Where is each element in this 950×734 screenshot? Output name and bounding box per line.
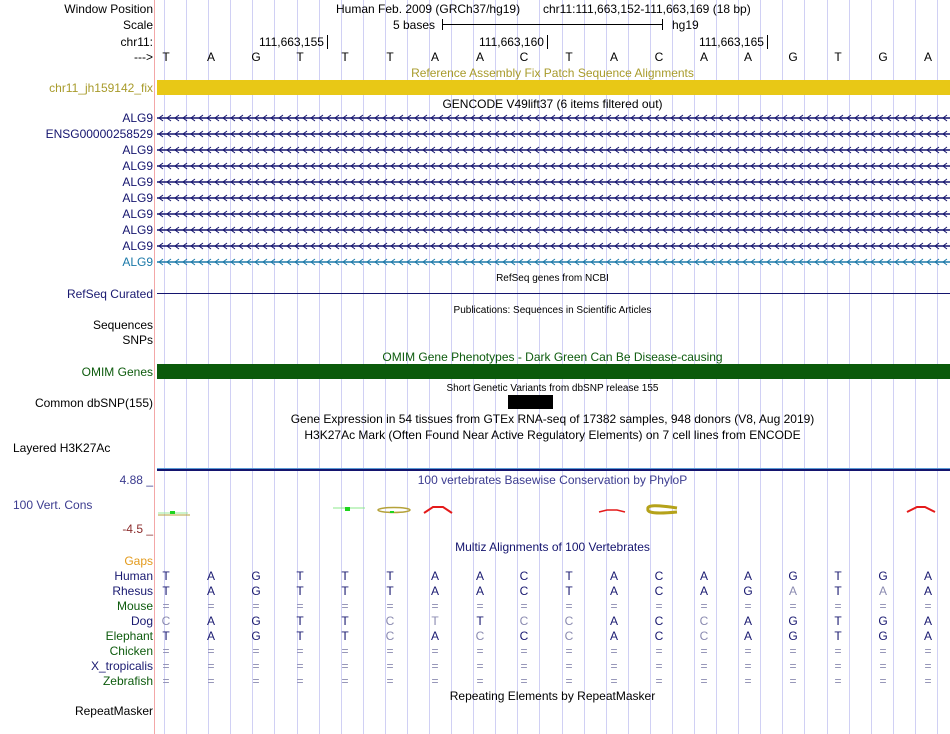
alignment-base: =	[655, 644, 663, 658]
alignment-base: A	[475, 569, 484, 583]
alignment-base: T	[834, 584, 842, 598]
sequence-base: A	[475, 50, 484, 64]
alignment-base: =	[924, 674, 932, 688]
alignment-base: T	[296, 629, 304, 643]
fix-patch-track-title[interactable]: Reference Assembly Fix Patch Sequence Alignments	[411, 66, 694, 80]
alignment-base: T	[476, 614, 484, 628]
alignment-base: T	[431, 614, 439, 628]
alignment-base: =	[386, 599, 394, 613]
alignment-base: =	[476, 674, 484, 688]
alignment-base: =	[386, 674, 394, 688]
alignment-base: A	[743, 614, 752, 628]
alignment-base: =	[252, 674, 260, 688]
scale-bar	[442, 17, 663, 31]
alignment-base: =	[744, 659, 752, 673]
phylop-track-title[interactable]: 100 vertebrates Basewise Conservation by PhyloP	[417, 473, 688, 487]
alignment-base: A	[699, 584, 708, 598]
h3k27ac-track-title[interactable]: H3K27Ac Mark (Often Found Near Active Regulatory Elements) on 7 cell lines from ENCODE	[304, 428, 801, 442]
sequence-base: A	[743, 50, 752, 64]
gencode-track-title[interactable]: GENCODE V49lift37 (6 items filtered out)	[442, 97, 663, 111]
phylop-max: 4.88 _	[119, 473, 153, 487]
refseq-label[interactable]: RefSeq Curated	[66, 287, 153, 301]
phylop-mark	[170, 511, 175, 514]
omim-label[interactable]: OMIM Genes	[81, 365, 153, 379]
sequence-base: C	[654, 50, 664, 64]
alignment-base: =	[296, 674, 304, 688]
scale-label: Scale	[122, 18, 153, 32]
alignment-base: =	[879, 599, 887, 613]
alignment-base: G	[878, 569, 888, 583]
sequence-base: T	[565, 50, 573, 64]
alignment-base: =	[610, 674, 618, 688]
alignment-base: =	[341, 644, 349, 658]
alignment-base: =	[744, 644, 752, 658]
refseq-gene-line[interactable]	[157, 293, 950, 294]
alignment-base: T	[341, 569, 349, 583]
sequence-base: A	[699, 50, 708, 64]
sequence-base: A	[923, 50, 932, 64]
alignment-base: =	[476, 644, 484, 658]
repeatmasker-track-title[interactable]: Repeating Elements by RepeatMasker	[449, 689, 656, 703]
coord-tick: 111,663,155	[259, 35, 328, 49]
alignment-base: A	[923, 584, 932, 598]
alignment-base: =	[207, 644, 215, 658]
alignment-base: G	[788, 614, 798, 628]
alignment-base: A	[430, 629, 439, 643]
alignment-base: T	[296, 614, 304, 628]
alignment-base: =	[520, 644, 528, 658]
position-readout[interactable]: chr11:111,663,152-111,663,169 (18 bp)	[543, 2, 751, 16]
phylop-mark	[599, 510, 625, 512]
alignment-base: T	[834, 614, 842, 628]
alignment-base: C	[699, 614, 709, 628]
alignment-base: =	[341, 599, 349, 613]
alignment-base: C	[519, 569, 529, 583]
alignment-base: =	[565, 659, 573, 673]
sequence-base: C	[519, 50, 529, 64]
alignment-base: =	[341, 659, 349, 673]
sequence-base: G	[878, 50, 888, 64]
alignment-base: C	[385, 629, 395, 643]
alignment-base: =	[565, 674, 573, 688]
species-label[interactable]: Zebrafish	[102, 674, 153, 688]
dbsnp-label[interactable]: Common dbSNP(155)	[34, 396, 153, 410]
alignment-base: C	[519, 629, 529, 643]
alignment-base: T	[162, 629, 170, 643]
alignment-base: C	[519, 614, 529, 628]
alignment-base: =	[386, 644, 394, 658]
publications-label-snps[interactable]: SNPs	[122, 333, 153, 347]
multiz-track-title[interactable]: Multiz Alignments of 100 Vertebrates	[455, 540, 650, 554]
alignment-base: =	[924, 659, 932, 673]
alignment-base: =	[700, 659, 708, 673]
sequence-base: T	[834, 50, 842, 64]
alignment-base: G	[788, 569, 798, 583]
alignment-base: A	[430, 569, 439, 583]
alignment-base: =	[296, 644, 304, 658]
alignment-base: =	[341, 674, 349, 688]
gencode-item-label[interactable]: ALG9	[122, 239, 153, 253]
alignment-base: =	[476, 659, 484, 673]
alignment-base: C	[385, 614, 395, 628]
alignment-base: =	[207, 659, 215, 673]
alignment-base: =	[162, 659, 170, 673]
alignment-base: =	[789, 659, 797, 673]
alignment-base: =	[520, 659, 528, 673]
alignment-base: T	[162, 569, 170, 583]
chrom-label: chr11:	[120, 35, 153, 49]
alignment-base: C	[654, 584, 664, 598]
alignment-base: G	[878, 614, 888, 628]
gencode-gene-model[interactable]	[157, 160, 950, 172]
alignment-base: =	[789, 599, 797, 613]
alignment-base: G	[251, 614, 261, 628]
strand-label: --->	[134, 50, 153, 64]
multiz-gaps-label[interactable]: Gaps	[124, 554, 153, 568]
alignment-base: =	[924, 644, 932, 658]
alignment-base: =	[296, 659, 304, 673]
alignment-base: =	[834, 674, 842, 688]
alignment-base: T	[296, 569, 304, 583]
alignment-base: =	[700, 599, 708, 613]
sequence-base: A	[430, 50, 439, 64]
alignment-base: T	[386, 569, 394, 583]
alignment-base: A	[206, 629, 215, 643]
gencode-gene-model[interactable]	[157, 240, 950, 252]
alignment-base: =	[700, 644, 708, 658]
alignment-base: =	[252, 644, 260, 658]
dbsnp-variant[interactable]	[508, 395, 553, 409]
gencode-item-label[interactable]: ALG9	[122, 111, 153, 125]
phylop-mark	[907, 507, 935, 512]
sequence-base: G	[251, 50, 261, 64]
alignment-base: =	[879, 644, 887, 658]
alignment-base: C	[564, 614, 574, 628]
alignment-base: T	[565, 584, 573, 598]
dbsnp-track-title[interactable]: Short Genetic Variants from dbSNP release 155	[446, 383, 659, 394]
gtex-track-title[interactable]: Gene Expression in 54 tissues from GTEx RNA-seq of 17382 samples, 948 donors (V8, Aug 2019)	[290, 412, 815, 426]
alignment-base: =	[207, 599, 215, 613]
sequence-base: T	[386, 50, 394, 64]
sequence-base: A	[206, 50, 215, 64]
phylop-mark	[390, 511, 394, 513]
alignment-base: =	[879, 659, 887, 673]
alignment-base: C	[654, 614, 664, 628]
alignment-base: =	[565, 644, 573, 658]
alignment-base: =	[834, 599, 842, 613]
alignment-base: =	[476, 599, 484, 613]
gencode-gene-model[interactable]	[157, 224, 950, 236]
alignment-base: C	[519, 584, 529, 598]
gencode-gene-model[interactable]	[157, 128, 950, 140]
alignment-base: T	[341, 584, 349, 598]
alignment-base: C	[475, 629, 485, 643]
alignment-base: A	[609, 584, 618, 598]
scale-text: 5 bases	[393, 18, 436, 32]
alignment-base: C	[654, 569, 664, 583]
species-label[interactable]: Chicken	[109, 644, 153, 658]
alignment-base: T	[162, 584, 170, 598]
alignment-base: A	[609, 629, 618, 643]
alignment-base: =	[431, 659, 439, 673]
alignment-base: =	[789, 674, 797, 688]
gencode-item-label[interactable]: ALG9	[122, 255, 153, 269]
phylop-mark	[345, 507, 350, 511]
h3k27ac-label[interactable]: Layered H3K27Ac	[13, 441, 111, 455]
alignment-base: A	[743, 569, 752, 583]
gencode-item-label[interactable]: ALG9	[122, 207, 153, 221]
species-label[interactable]: Elephant	[105, 629, 153, 643]
scale-db: hg19	[672, 18, 699, 32]
sequence-base: T	[162, 50, 170, 64]
alignment-base: A	[923, 614, 932, 628]
alignment-base: T	[341, 614, 349, 628]
alignment-base: G	[788, 629, 798, 643]
gencode-item-label[interactable]: ENSG00000258529	[45, 127, 153, 141]
alignment-base: A	[206, 569, 215, 583]
coord-tick: 111,663,165	[699, 35, 768, 49]
species-label[interactable]: X_tropicalis	[90, 659, 153, 673]
alignment-base: A	[206, 584, 215, 598]
phylop-label[interactable]: 100 Vert. Cons	[13, 498, 93, 512]
repeatmasker-label[interactable]: RepeatMasker	[74, 704, 153, 718]
gencode-item-label[interactable]: ALG9	[122, 223, 153, 237]
gencode-item-label[interactable]: ALG9	[122, 159, 153, 173]
alignment-base: G	[878, 629, 888, 643]
alignment-base: =	[386, 659, 394, 673]
omim-bar[interactable]	[157, 364, 950, 379]
alignment-base: =	[162, 674, 170, 688]
alignment-base: A	[878, 584, 887, 598]
alignment-base: =	[520, 674, 528, 688]
alignment-base: =	[924, 599, 932, 613]
alignment-base: T	[296, 584, 304, 598]
alignment-base: =	[834, 659, 842, 673]
alignment-base: =	[162, 599, 170, 613]
alignment-base: C	[161, 614, 171, 628]
alignment-base: =	[252, 659, 260, 673]
alignment-base: =	[610, 659, 618, 673]
alignment-base: A	[609, 569, 618, 583]
alignment-base: A	[206, 614, 215, 628]
publications-track-title[interactable]: Publications: Sequences in Scientific Articles	[453, 305, 652, 316]
gencode-gene-model[interactable]	[157, 112, 950, 124]
species-label[interactable]: Rhesus	[112, 584, 153, 598]
alignment-base: =	[520, 599, 528, 613]
phylop-min: -4.5 _	[122, 522, 153, 536]
alignment-base: =	[655, 659, 663, 673]
gencode-gene-model[interactable]	[157, 176, 950, 188]
alignment-base: =	[296, 599, 304, 613]
window-position-label: Window Position	[64, 2, 153, 16]
alignment-base: A	[923, 569, 932, 583]
gencode-item-label[interactable]: ALG9	[122, 143, 153, 157]
sequence-base: G	[788, 50, 798, 64]
species-label[interactable]: Dog	[130, 614, 153, 628]
alignment-base: =	[431, 644, 439, 658]
alignment-base: T	[834, 569, 842, 583]
alignment-base: T	[386, 584, 394, 598]
sequence-base: T	[296, 50, 304, 64]
alignment-base: =	[744, 599, 752, 613]
alignment-base: A	[609, 614, 618, 628]
species-label[interactable]: Human	[114, 569, 153, 583]
sequence-base: T	[341, 50, 349, 64]
alignment-base: C	[699, 629, 709, 643]
phylop-mark	[648, 506, 677, 513]
alignment-base: A	[923, 629, 932, 643]
alignment-base: G	[251, 629, 261, 643]
gencode-item-label[interactable]: ALG9	[122, 191, 153, 205]
gencode-gene-model[interactable]	[157, 192, 950, 204]
alignment-base: G	[743, 584, 753, 598]
sequence-base: A	[609, 50, 618, 64]
alignment-base: =	[700, 674, 708, 688]
phylop-mark	[424, 507, 452, 513]
alignment-base: =	[879, 674, 887, 688]
alignment-base: =	[610, 599, 618, 613]
alignment-base: =	[834, 644, 842, 658]
phylop-logo[interactable]	[155, 495, 950, 525]
coord-tick: 111,663,160	[479, 35, 548, 49]
alignment-base: =	[610, 644, 618, 658]
alignment-base: =	[431, 599, 439, 613]
publications-label-sequences[interactable]: Sequences	[92, 318, 153, 332]
alignment-base: A	[430, 584, 439, 598]
alignment-base: C	[564, 629, 574, 643]
gencode-item-label[interactable]: ALG9	[122, 175, 153, 189]
refseq-track-title[interactable]: RefSeq genes from NCBI	[496, 273, 609, 284]
alignment-base: T	[565, 569, 573, 583]
alignment-base: =	[431, 674, 439, 688]
alignment-base: T	[834, 629, 842, 643]
alignment-base: =	[655, 599, 663, 613]
alignment-base: G	[251, 569, 261, 583]
gencode-gene-model[interactable]	[157, 256, 950, 268]
assembly-name: Human Feb. 2009 (GRCh37/hg19)	[336, 2, 521, 16]
alignment-base: A	[788, 584, 797, 598]
gencode-gene-model[interactable]	[157, 208, 950, 220]
alignment-base: =	[655, 674, 663, 688]
omim-track-title[interactable]: OMIM Gene Phenotypes - Dark Green Can Be Disease-causing	[382, 350, 723, 364]
alignment-base: T	[341, 629, 349, 643]
gencode-gene-model[interactable]	[157, 144, 950, 156]
alignment-base: =	[744, 674, 752, 688]
alignment-base: A	[743, 629, 752, 643]
species-label[interactable]: Mouse	[116, 599, 153, 613]
alignment-base: =	[789, 644, 797, 658]
alignment-base: A	[699, 569, 708, 583]
alignment-base: =	[252, 599, 260, 613]
alignment-base: A	[475, 584, 484, 598]
alignment-base: =	[565, 599, 573, 613]
alignment-base: C	[654, 629, 664, 643]
alignment-base: =	[207, 674, 215, 688]
fix-patch-bar[interactable]	[157, 80, 950, 95]
alignment-base: G	[251, 584, 261, 598]
fix-patch-label[interactable]: chr11_jh159142_fix	[49, 81, 153, 95]
h3k27ac-signal[interactable]	[157, 469, 950, 471]
alignment-base: =	[162, 644, 170, 658]
